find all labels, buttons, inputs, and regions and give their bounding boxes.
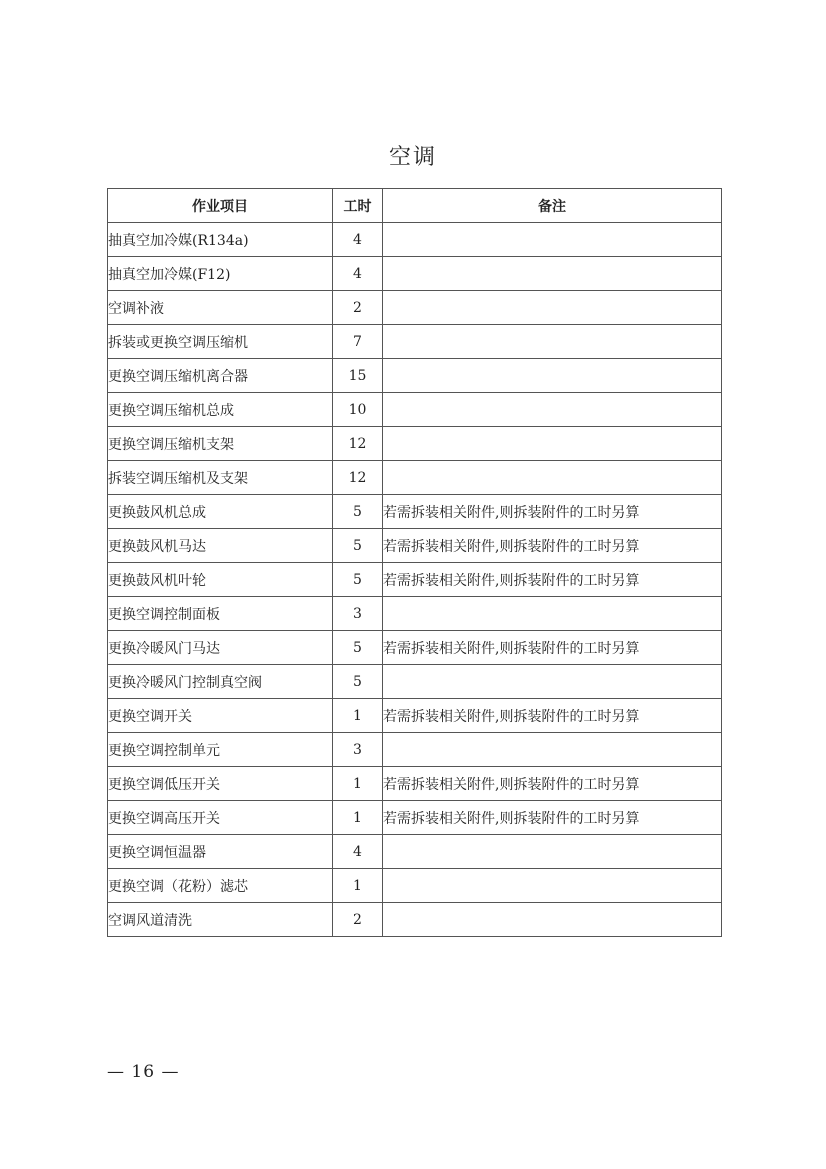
cell-hours: 5 <box>333 563 383 597</box>
cell-hours: 15 <box>333 359 383 393</box>
cell-item: 更换空调控制单元 <box>108 733 333 767</box>
cell-hours: 1 <box>333 869 383 903</box>
cell-hours: 1 <box>333 699 383 733</box>
cell-note <box>383 835 722 869</box>
cell-note: 若需拆装相关附件,则拆装附件的工时另算 <box>383 699 722 733</box>
cell-note: 若需拆装相关附件,则拆装附件的工时另算 <box>383 495 722 529</box>
cell-item: 拆装或更换空调压缩机 <box>108 325 333 359</box>
table-row <box>108 427 722 461</box>
table-row <box>108 869 722 903</box>
cell-hours: 12 <box>333 461 383 495</box>
table-row <box>108 495 722 529</box>
cell-hours: 3 <box>333 597 383 631</box>
cell-item: 更换鼓风机总成 <box>108 495 333 529</box>
cell-item: 更换空调（花粉）滤芯 <box>108 869 333 903</box>
table-row <box>108 461 722 495</box>
cell-item: 空调风道清洗 <box>108 903 333 937</box>
cell-item: 更换冷暖风门马达 <box>108 631 333 665</box>
cell-note <box>383 733 722 767</box>
cell-hours: 4 <box>333 223 383 257</box>
cell-note <box>383 257 722 291</box>
cell-hours: 10 <box>333 393 383 427</box>
table-row <box>108 325 722 359</box>
table-row <box>108 529 722 563</box>
column-header-note: 备注 <box>383 189 722 223</box>
table-row <box>108 393 722 427</box>
page-title: 空调 <box>388 145 437 170</box>
cell-hours: 4 <box>333 835 383 869</box>
column-header-hours: 工时 <box>333 189 383 223</box>
cell-hours: 5 <box>333 665 383 699</box>
cell-note <box>383 223 722 257</box>
table-row <box>108 291 722 325</box>
cell-hours: 5 <box>333 631 383 665</box>
cell-item: 更换空调高压开关 <box>108 801 333 835</box>
table-row <box>108 223 722 257</box>
cell-hours: 5 <box>333 529 383 563</box>
cell-item: 更换空调压缩机总成 <box>108 393 333 427</box>
table-row <box>108 257 722 291</box>
table-row <box>108 597 722 631</box>
table-body <box>108 223 722 937</box>
cell-hours: 1 <box>333 801 383 835</box>
table-row <box>108 699 722 733</box>
table-row <box>108 665 722 699</box>
table-row <box>108 359 722 393</box>
cell-note <box>383 903 722 937</box>
cell-item: 更换鼓风机叶轮 <box>108 563 333 597</box>
cell-note <box>383 393 722 427</box>
cell-hours: 5 <box>333 495 383 529</box>
cell-item: 拆装空调压缩机及支架 <box>108 461 333 495</box>
cell-note: 若需拆装相关附件,则拆装附件的工时另算 <box>383 563 722 597</box>
cell-note: 若需拆装相关附件,则拆装附件的工时另算 <box>383 529 722 563</box>
cell-note <box>383 359 722 393</box>
labor-hours-table <box>107 188 722 937</box>
table-row <box>108 903 722 937</box>
cell-note: 若需拆装相关附件,则拆装附件的工时另算 <box>383 767 722 801</box>
column-header-item: 作业项目 <box>108 189 333 223</box>
cell-note <box>383 869 722 903</box>
cell-item: 更换空调压缩机离合器 <box>108 359 333 393</box>
cell-item: 更换空调恒温器 <box>108 835 333 869</box>
cell-hours: 4 <box>333 257 383 291</box>
cell-item: 更换空调开关 <box>108 699 333 733</box>
table-row <box>108 835 722 869</box>
cell-item: 抽真空加冷媒(F12) <box>108 257 333 291</box>
cell-item: 更换空调低压开关 <box>108 767 333 801</box>
table-row <box>108 767 722 801</box>
table-row <box>108 631 722 665</box>
cell-item: 空调补液 <box>108 291 333 325</box>
cell-note: 若需拆装相关附件,则拆装附件的工时另算 <box>383 631 722 665</box>
table-header-row <box>108 189 722 223</box>
cell-note <box>383 427 722 461</box>
cell-note <box>383 665 722 699</box>
cell-note <box>383 325 722 359</box>
page-number: — 16 — <box>107 1062 180 1082</box>
table-row <box>108 801 722 835</box>
cell-note <box>383 461 722 495</box>
cell-hours: 12 <box>333 427 383 461</box>
cell-note <box>383 291 722 325</box>
cell-item: 更换鼓风机马达 <box>108 529 333 563</box>
cell-hours: 1 <box>333 767 383 801</box>
cell-hours: 3 <box>333 733 383 767</box>
cell-hours: 2 <box>333 291 383 325</box>
cell-item: 更换空调压缩机支架 <box>108 427 333 461</box>
cell-hours: 2 <box>333 903 383 937</box>
table-row <box>108 563 722 597</box>
cell-item: 更换冷暖风门控制真空阀 <box>108 665 333 699</box>
table-row <box>108 733 722 767</box>
cell-item: 抽真空加冷媒(R134a) <box>108 223 333 257</box>
cell-note: 若需拆装相关附件,则拆装附件的工时另算 <box>383 801 722 835</box>
cell-note <box>383 597 722 631</box>
cell-item: 更换空调控制面板 <box>108 597 333 631</box>
cell-hours: 7 <box>333 325 383 359</box>
